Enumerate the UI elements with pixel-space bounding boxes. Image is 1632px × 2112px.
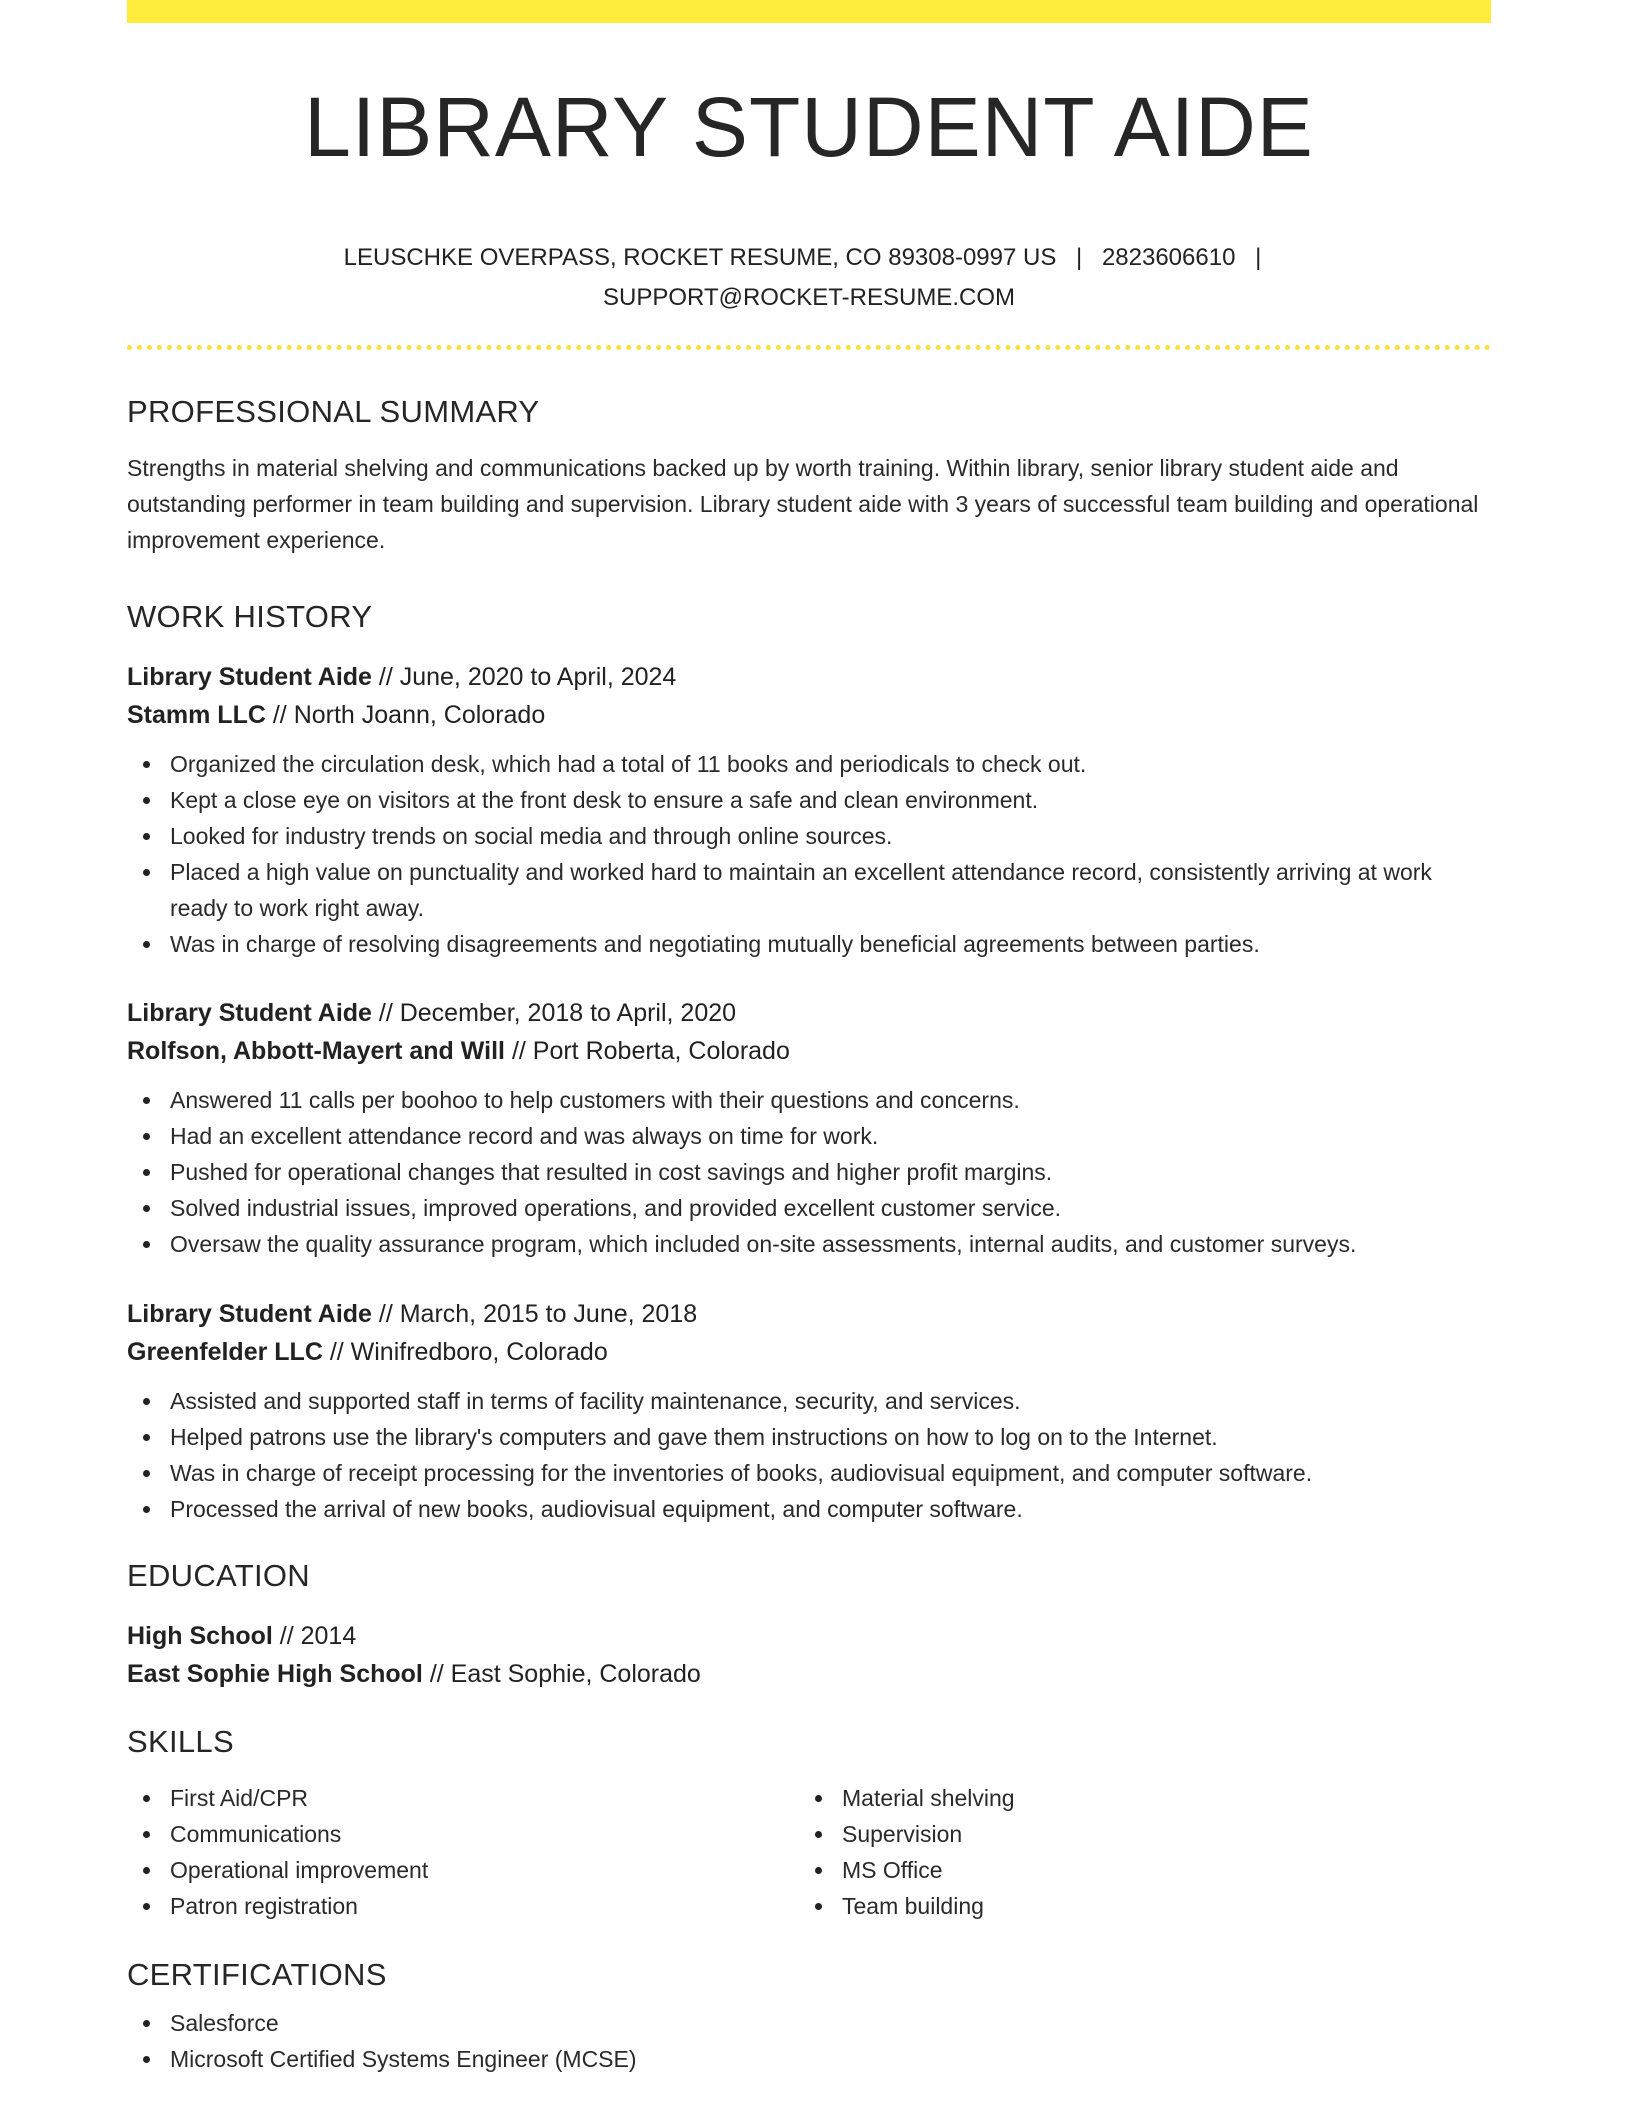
list-item: Assisted and supported staff in terms of facility maintenance, security, and services. [127,1383,1491,1419]
dotted-divider [127,345,1491,350]
job-title: Library Student Aide [127,663,372,691]
list-item: Pushed for operational changes that resulted in cost savings and higher profit margins. [127,1154,1491,1190]
list-item: Looked for industry trends on social media and through online sources. [127,818,1491,854]
job-title-line [127,1295,1491,1333]
job-entry [127,658,1491,962]
certifications-heading: CERTIFICATIONS [127,1957,387,1992]
job-location: // Winifredboro, Colorado [322,1338,608,1366]
job-dates: // December, 2018 to April, 2020 [371,999,737,1027]
list-item: Processed the arrival of new books, audiovisual equipment, and computer software. [127,1491,1491,1527]
skills-grid [127,1780,1491,1924]
skills-heading: SKILLS [127,1724,234,1759]
contact-line-1 [127,238,1491,278]
education-heading: EDUCATION [127,1558,310,1593]
list-item: Kept a close eye on visitors at the front desk to ensure a safe and clean environment. [127,782,1491,818]
skill-item: Communications [127,1816,799,1852]
list-item: Was in charge of resolving disagreements and negotiating mutually beneficial agreements between parties. [127,926,1491,962]
job-bullets [127,746,1491,962]
job-company: Stamm LLC [127,701,266,729]
job-entry [127,994,1491,1262]
contact-separator: | [1255,244,1262,271]
summary-heading: PROFESSIONAL SUMMARY [127,394,540,429]
job-dates: // June, 2020 to April, 2024 [371,663,677,691]
accent-bar [127,0,1491,23]
skill-item: Patron registration [127,1888,799,1924]
job-location: // Port Roberta, Colorado [505,1037,790,1065]
job-title-line [127,658,1491,696]
list-item: Was in charge of receipt processing for the inventories of books, audiovisual equipment, and computer software. [127,1455,1491,1491]
list-item: Answered 11 calls per boohoo to help customers with their questions and concerns. [127,1082,1491,1118]
job-dates: // March, 2015 to June, 2018 [371,1300,698,1328]
skill-item: Supervision [799,1816,1471,1852]
resume-page [127,0,1491,2077]
degree-year: // 2014 [272,1622,357,1650]
contact-line-2 [127,278,1491,318]
job-company: Greenfelder LLC [127,1338,323,1366]
education-entry [127,1617,1491,1693]
skill-item: Operational improvement [127,1852,799,1888]
job-bullets [127,1082,1491,1262]
resume-title: LIBRARY STUDENT AIDE [304,80,1314,174]
summary-text: Strengths in material shelving and communications backed up by worth training. Within library, senior library student aide and outstanding performer in team building and supervision. Library student aide with 3 years of successful team building and operational improvement experience. [127,455,1479,553]
contact-info [127,238,1491,318]
list-item: Had an excellent attendance record and was always on time for work. [127,1118,1491,1154]
job-company-line [127,1333,1491,1371]
skill-item: Team building [799,1888,1471,1924]
list-item: Solved industrial issues, improved operations, and provided excellent customer service. [127,1190,1491,1226]
school-line [127,1655,1491,1693]
job-title-line [127,994,1491,1032]
work-history-heading: WORK HISTORY [127,599,373,634]
degree: High School [127,1622,273,1650]
skill-item: MS Office [799,1852,1471,1888]
skills-column-right [799,1780,1471,1924]
certification-item: Salesforce [127,2005,1491,2041]
job-company-line [127,696,1491,734]
list-item: Helped patrons use the library's computers and gave them instructions on how to log on to the Internet. [127,1419,1491,1455]
email: SUPPORT@ROCKET-RESUME.COM [603,284,1015,311]
list-item: Organized the circulation desk, which had a total of 11 books and periodicals to check out. [127,746,1491,782]
address: LEUSCHKE OVERPASS, ROCKET RESUME, CO 89308-0997 US [343,244,1057,271]
skill-item: Material shelving [799,1780,1471,1816]
job-title: Library Student Aide [127,999,372,1027]
school-location: // East Sophie, Colorado [422,1660,701,1688]
contact-separator: | [1076,244,1083,271]
skill-item: First Aid/CPR [127,1780,799,1816]
list-item: Placed a high value on punctuality and worked hard to maintain an excellent attendance record, consistently arriving at work ready to work right away. [127,854,1491,926]
job-location: // North Joann, Colorado [265,701,546,729]
list-item: Oversaw the quality assurance program, which included on-site assessments, internal audits, and customer surveys. [127,1226,1491,1262]
job-title: Library Student Aide [127,1300,372,1328]
skills-column-left [127,1780,799,1924]
phone: 2823606610 [1101,244,1236,271]
job-entry [127,1295,1491,1527]
job-company: Rolfson, Abbott-Mayert and Will [127,1037,505,1065]
school-name: East Sophie High School [127,1660,423,1688]
job-bullets [127,1383,1491,1527]
certification-item: Microsoft Certified Systems Engineer (MCSE) [127,2041,1491,2077]
certifications-list [127,2005,1491,2077]
degree-line [127,1617,1491,1655]
job-company-line [127,1032,1491,1070]
